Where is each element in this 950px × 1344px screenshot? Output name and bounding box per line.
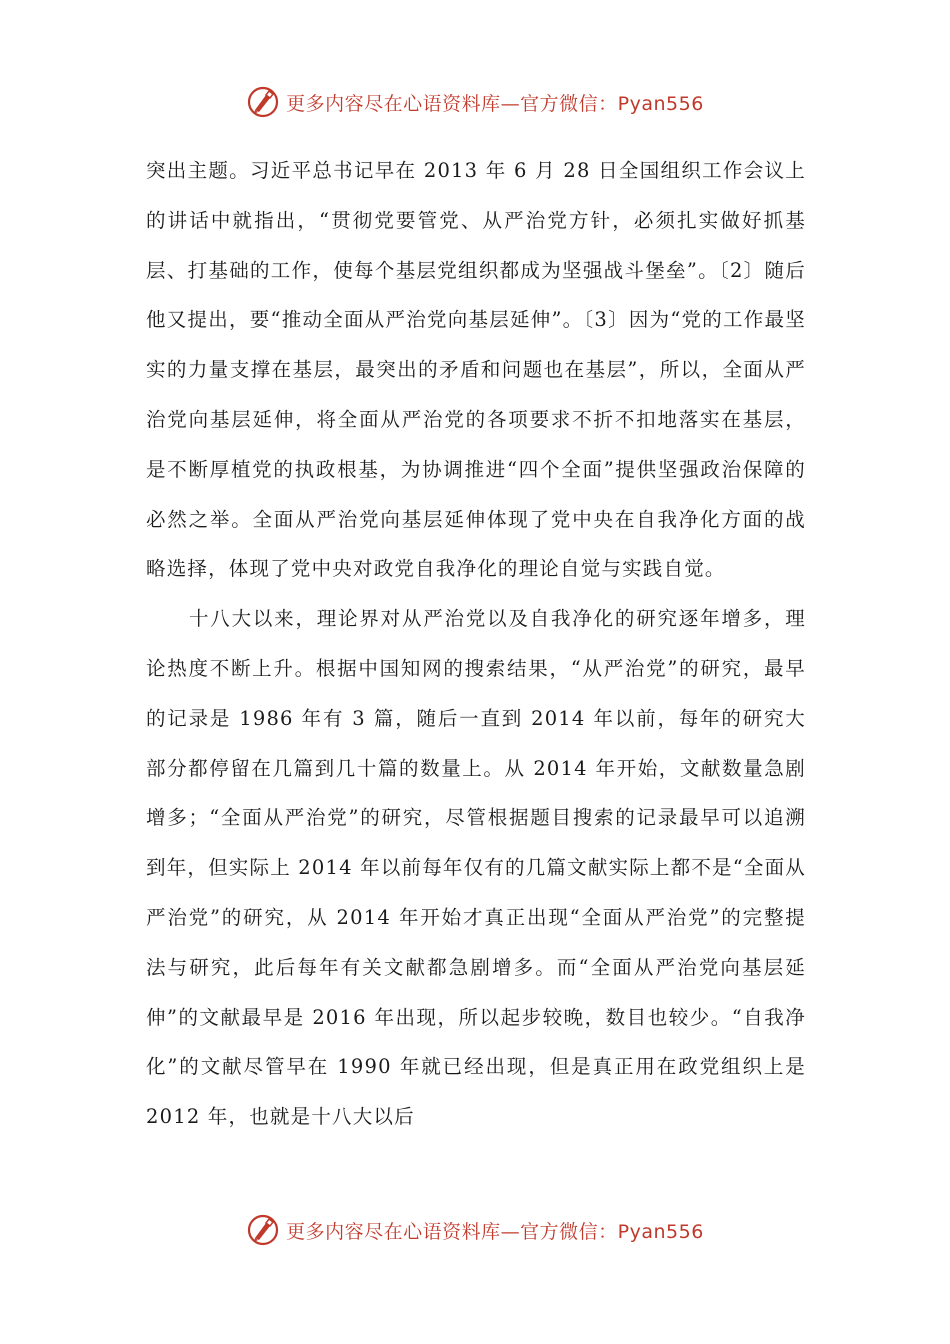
footer-watermark [0, 1210, 950, 1250]
paragraph-1: 突出主题。习近平总书记早在 2013 年 6 月 28 日全国组织工作会议上的讲话中就指出，“贯彻党要管党、从严治党方针，必须扎实做好抓基层、打基础的工作，使每个基层党组织都成为坚强战斗堡垒”。〔2〕随后他又提出，要“推动全面从严治党向基层延伸”。〔3〕因为“党的工作最坚实的力量支撑在基层，最突出的矛盾和问题也在基层”，所以，全面从严治党向基层延伸，将全面从严治党的各项要求不折不扣地落实在基层，是不断厚植党的执政根基，为协调推进“四个全面”提供坚强政治保障的必然之举。全面从严治党向基层延伸体现了党中央在自我净化方面的战略选择，体现了党中央对政党自我净化的理论自觉与实践自觉。 [146, 159, 806, 581]
watermark-label: 更多内容尽在心语资料库—官方微信： [286, 92, 618, 115]
watermark-label: 更多内容尽在心语资料库—官方微信： [286, 1220, 618, 1243]
pen-nib-circle-icon [246, 1213, 280, 1247]
watermark-text [286, 1217, 704, 1244]
watermark-text [286, 89, 704, 116]
pen-nib-circle-icon [246, 85, 280, 119]
paragraph-2: 十八大以来，理论界对从严治党以及自我净化的研究逐年增多，理论热度不断上升。根据中国知网的搜索结果，“从严治党”的研究，最早的记录是 1986 年有 3 篇，随后一直到 2014 年以前，每年的研究大部分都停留在几篇到几十篇的数量上。从 2014 年开始，文献数量急剧增多；“全面从严治党”的研究，尽管根据题目搜索的记录最早可以追溯到年，但实际上 2014 年以前每年仅有的几篇文献实际上都不是“全面从严治党”的研究，从 2014 年开始才真正出现“全面从严治党”的完整提法与研究，此后每年有关文献都急剧增多。而“全面从严治党向基层延伸”的文献最早是 2016 年出现，所以起步较晚，数目也较少。“自我净化”的文献尽管早在 1990 年就已经出现，但是真正用在政党组织上是 2012 年，也就是十八大以后 [146, 607, 806, 1129]
document-body [146, 146, 806, 1142]
watermark-wechat-id: Pyan556 [617, 92, 704, 115]
watermark-wechat-id: Pyan556 [617, 1220, 704, 1243]
header-watermark [0, 82, 950, 122]
